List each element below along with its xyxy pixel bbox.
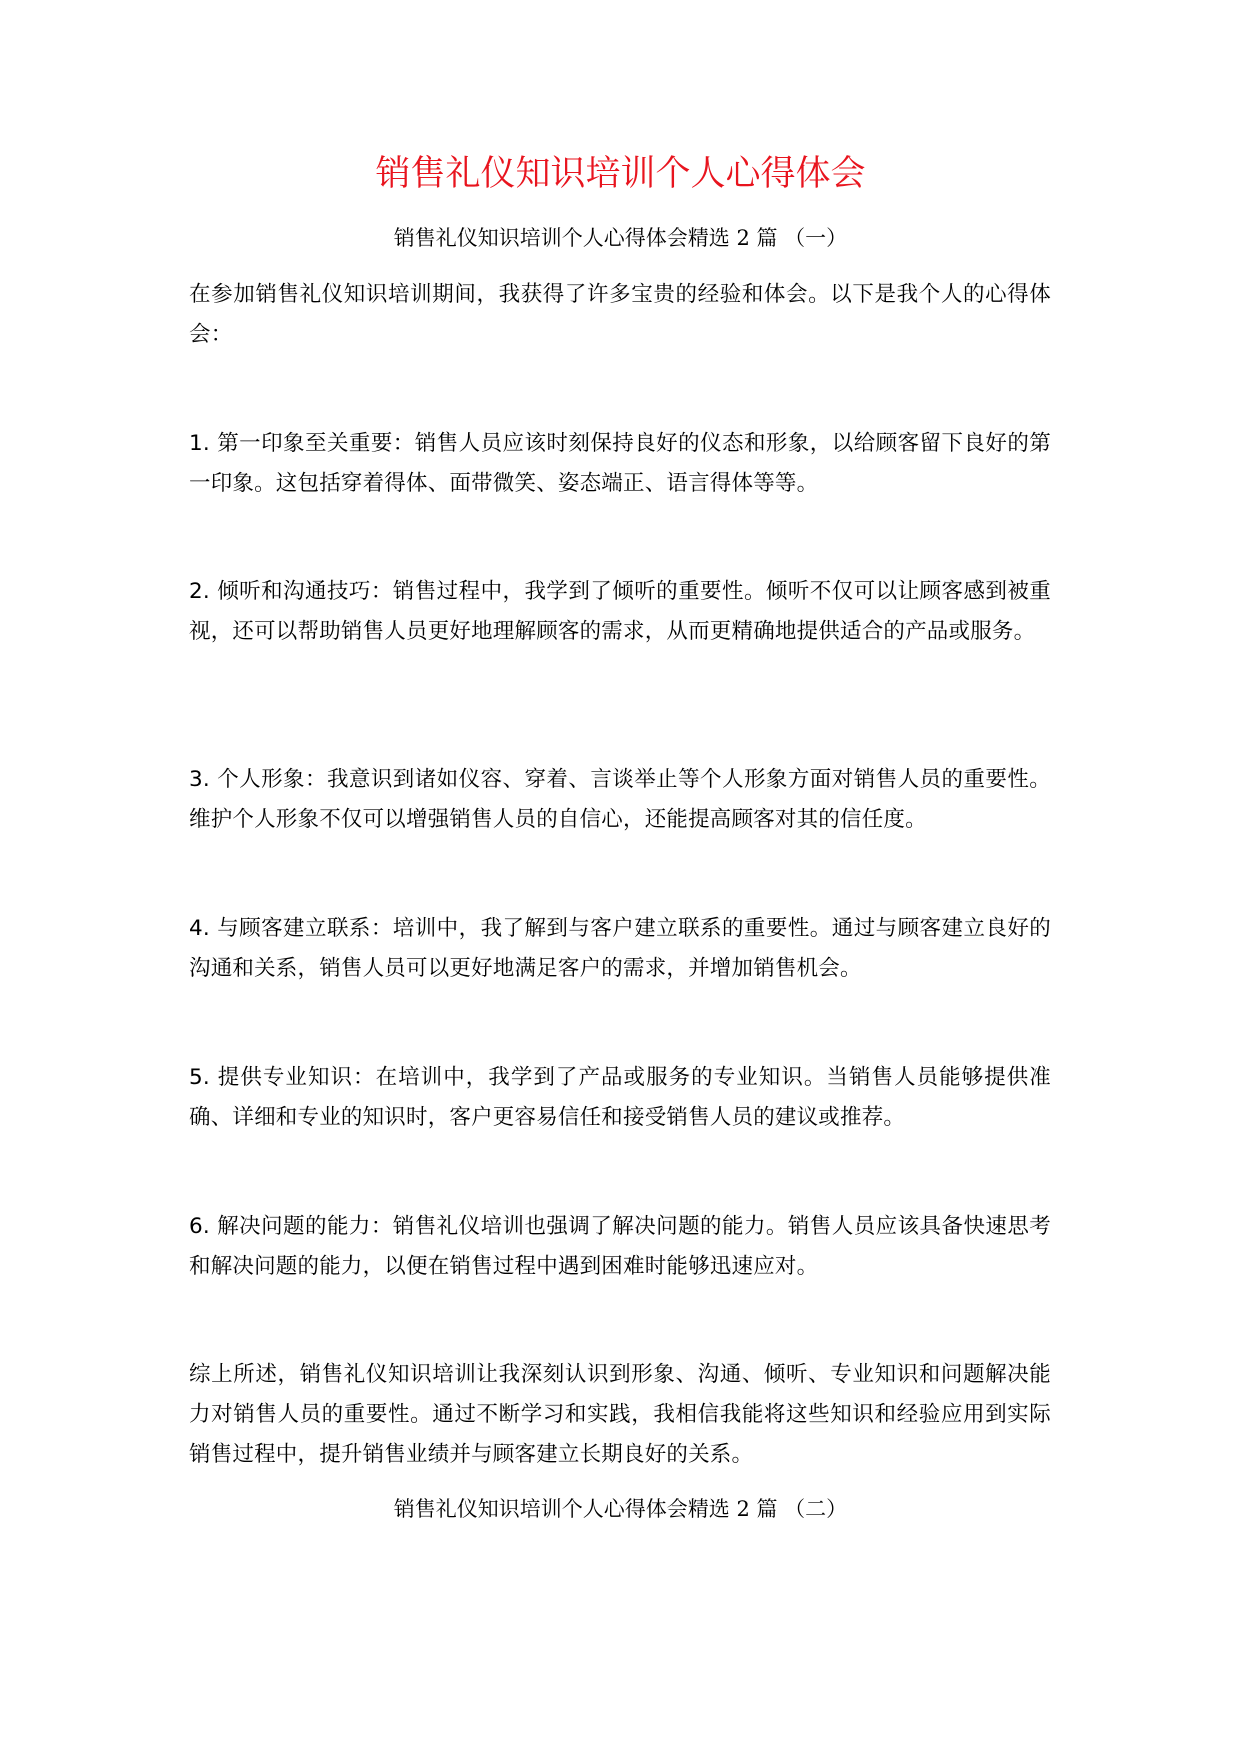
point-paragraph-2: 2. 倾听和沟通技巧：销售过程中，我学到了倾听的重要性。倾听不仅可以让顾客感到被重视，还可以帮助销售人员更好地理解顾客的需求，从而更精确地提供适合的产品或服务。 — [189, 579, 1051, 644]
section-heading-1: 销售礼仪知识培训个人心得体会精选 2 篇 （一） — [393, 226, 848, 250]
point-paragraph-4: 4. 与顾客建立联系：培训中，我了解到与客户建立联系的重要性。通过与顾客建立良好的沟通和关系，销售人员可以更好地满足客户的需求，并增加销售机会。 — [189, 916, 1051, 981]
document-title: 销售礼仪知识培训个人心得体会 — [375, 154, 866, 194]
point-paragraph-3: 3. 个人形象：我意识到诸如仪容、穿着、言谈举止等个人形象方面对销售人员的重要性。维护个人形象不仅可以增强销售人员的自信心，还能提高顾客对其的信任度。 — [189, 767, 1051, 832]
summary-paragraph: 综上所述，销售礼仪知识培训让我深刻认识到形象、沟通、倾听、专业知识和问题解决能力对销售人员的重要性。通过不断学习和实践，我相信我能将这些知识和经验应用到实际销售过程中，提升销售业绩并与顾客建立长期良好的关系。 — [189, 1362, 1051, 1467]
point-paragraph-5: 5. 提供专业知识：在培训中，我学到了产品或服务的专业知识。当销售人员能够提供准确、详细和专业的知识时，客户更容易信任和接受销售人员的建议或推荐。 — [189, 1065, 1051, 1130]
section-heading-2: 销售礼仪知识培训个人心得体会精选 2 篇 （二） — [393, 1497, 848, 1521]
intro-paragraph: 在参加销售礼仪知识培训期间，我获得了许多宝贵的经验和体会。以下是我个人的心得体会： — [189, 282, 1051, 347]
point-paragraph-1: 1. 第一印象至关重要：销售人员应该时刻保持良好的仪态和形象，以给顾客留下良好的第一印象。这包括穿着得体、面带微笑、姿态端正、语言得体等等。 — [189, 431, 1051, 496]
point-paragraph-6: 6. 解决问题的能力：销售礼仪培训也强调了解决问题的能力。销售人员应该具备快速思考和解决问题的能力，以便在销售过程中遇到困难时能够迅速应对。 — [189, 1214, 1051, 1279]
